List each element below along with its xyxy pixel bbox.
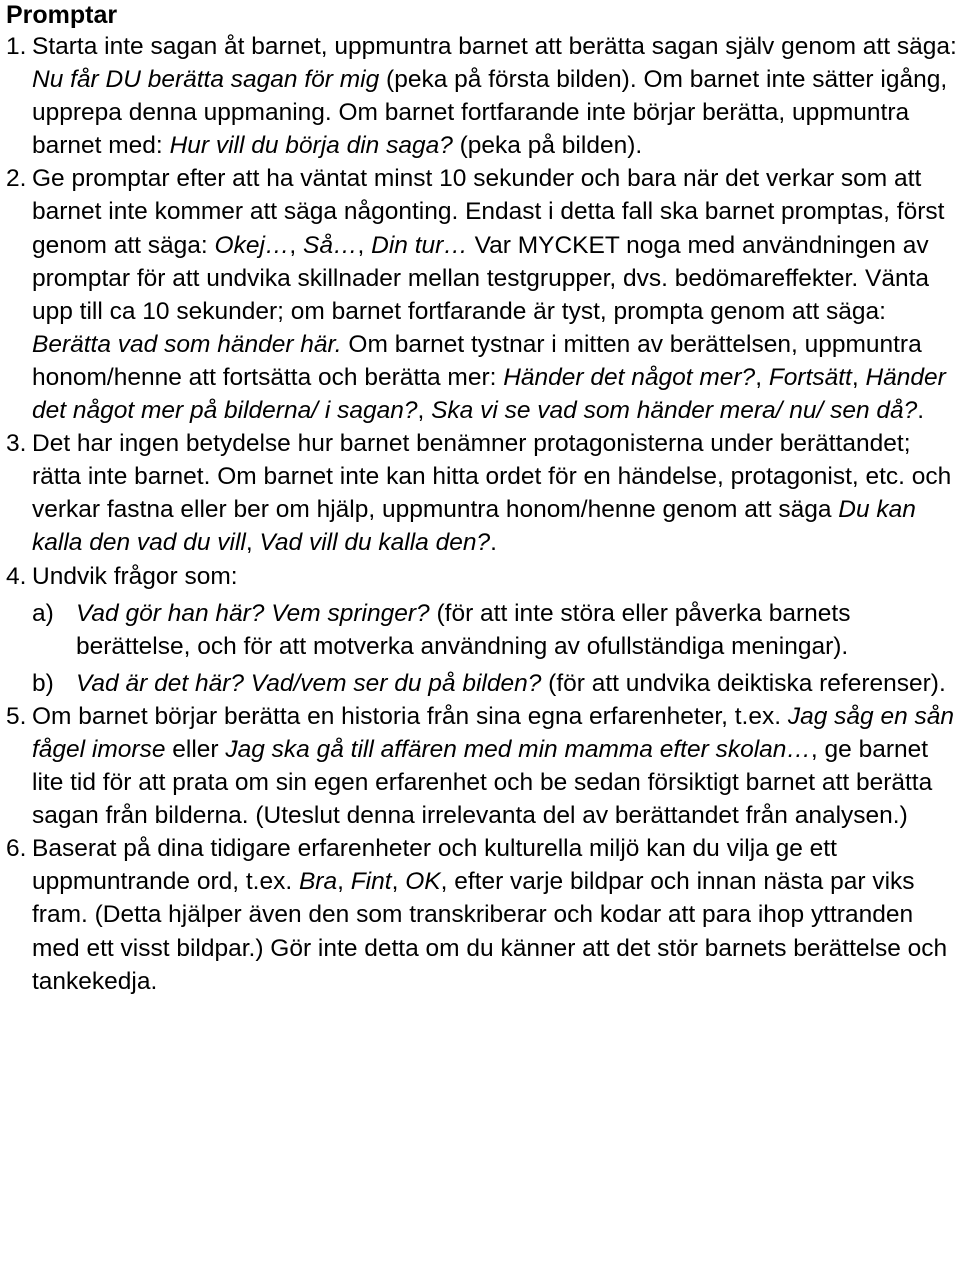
prompt-list	[6, 30, 960, 998]
quoted-prompt: Hur vill du börja din saga?	[169, 132, 453, 160]
text-run: , ge barnet lite tid för att prata om sin egen erfarenhet och be sedan försiktigt barnet att berätta sagan från bilderna. (Uteslut denna irrelevanta del av berättandet från analysen.)	[32, 735, 933, 830]
text-run: ,	[755, 363, 769, 391]
text-run: Om barnet tystnar i mitten av berättelsen, uppmuntra honom/henne att fortsätta och berätta mer:	[32, 330, 922, 391]
item-text	[32, 560, 960, 593]
sub-item	[6, 597, 960, 663]
list-item	[6, 162, 960, 427]
text-run: ,	[417, 397, 432, 425]
text-run: (peka på bilden).	[452, 132, 643, 160]
quoted-prompt: Din tur…	[371, 231, 468, 259]
quoted-prompt: Fortsätt	[768, 363, 852, 391]
text-run: Baserat på dina tidigare erfarenheter och kulturella miljö kan du vilja ge ett uppmuntrande ord, t.ex.	[32, 835, 837, 896]
item-text	[32, 832, 960, 997]
quoted-prompt: Vad gör han här?	[76, 599, 265, 627]
list-item	[6, 560, 960, 593]
item-number: 1.	[6, 33, 27, 60]
item-number: 3.	[6, 430, 27, 458]
item-number: 6.	[6, 835, 27, 863]
quoted-prompt: Jag såg en sån fågel imorse	[32, 702, 955, 763]
text-run: ,	[289, 231, 304, 259]
item-number: 5.	[6, 702, 27, 730]
text-run: ,	[245, 529, 260, 557]
text-run: ,	[851, 363, 866, 391]
quoted-prompt: Bra	[298, 868, 338, 896]
quoted-prompt: Fint	[350, 868, 392, 896]
quoted-prompt: Nu får DU berätta sagan för mig	[32, 66, 380, 94]
list-item	[6, 832, 960, 997]
sub-item-text	[76, 597, 960, 663]
quoted-prompt: Okej…	[214, 231, 290, 259]
list-item	[6, 700, 960, 832]
quoted-prompt: Vem springer?	[271, 599, 430, 627]
quoted-prompt: Vad/vem ser du på bilden?	[250, 669, 542, 697]
item-text	[32, 427, 960, 559]
sub-item-text	[76, 667, 960, 700]
sub-item	[6, 667, 960, 700]
item-text	[32, 30, 960, 162]
text-run: Ge promptar efter att ha väntat minst 10 sekunder och bara när det verkar som att barnet inte kommer att säga någonting. Endast i detta fall ska barnet promptas, först genom att säga:	[32, 165, 945, 259]
text-run: ,	[357, 231, 372, 259]
item-number: 4.	[6, 562, 27, 590]
quoted-prompt: Ska vi se vad som händer mera/ nu/ sen då?	[431, 397, 918, 425]
text-run: eller	[165, 735, 226, 763]
text-run: Undvik frågor som:	[32, 562, 238, 590]
section-title: Promptar	[6, 1, 118, 29]
text-run: Starta inte sagan åt barnet, uppmuntra barnet att berätta sagan själv genom att säga:	[32, 33, 957, 60]
item-text	[32, 162, 960, 427]
text-run: ,	[337, 868, 351, 896]
quoted-prompt: Vad är det här?	[76, 669, 244, 697]
text-run: Var MYCKET noga med användningen av promptar för att undvika skillnader mellan testgrupper, dvs. bedömareffekter. Vänta upp till ca 10 sekunder; om barnet fortfarande är tyst, prompta genom att säga:	[32, 231, 930, 325]
quoted-prompt: Händer det något mer på bilderna/ i sagan?	[32, 363, 946, 425]
text-run: (för att inte störa eller påverka barnets berättelse, och för att motverka användning av ofullständiga meningar).	[76, 599, 851, 660]
list-item	[6, 30, 960, 162]
text-run: Om barnet börjar berätta en historia från sina egna erfarenheter, t.ex.	[32, 702, 788, 730]
sub-item-label: a)	[32, 599, 54, 627]
list-item	[6, 427, 960, 559]
text-run: .	[490, 529, 497, 557]
text-run: .	[917, 397, 925, 425]
quoted-prompt: Berätta vad som händer här.	[32, 330, 342, 358]
sub-item-label: b)	[32, 669, 54, 697]
text-run: Det har ingen betydelse hur barnet benämner protagonisterna under berättandet; rätta inte barnet. Om barnet inte kan hitta ordet för en händelse, protagonist, etc. och verkar fastna eller ber om hjälp, uppmuntra honom/henne genom att säga	[32, 430, 952, 524]
text-run: ,	[391, 868, 406, 896]
quoted-prompt: Vad vill du kalla den?	[259, 529, 491, 557]
quoted-prompt: Jag ska gå till affären med min mamma efter skolan…	[225, 735, 811, 763]
quoted-prompt: Så…	[303, 231, 358, 259]
item-text	[32, 700, 960, 832]
text-run: (för att undvika deiktiska referenser).	[541, 669, 946, 697]
quoted-prompt: Du kan kalla den vad du vill	[32, 496, 916, 557]
text-run: , efter varje bildpar och innan nästa par viks fram. (Detta hjälper även den som transkriberar och kodar att para ihop yttranden med ett visst bildpar.) Gör inte detta om du känner att det stör barnets berättelse och tankekedja.	[32, 868, 948, 995]
text-run: (peka på första bilden). Om barnet inte sätter igång, upprepa denna uppmaning. Om barnet fortfarande inte börjar berätta, uppmuntra barnet med:	[32, 66, 948, 160]
text-run	[244, 670, 251, 697]
quoted-prompt: OK	[405, 868, 441, 896]
item-number: 2.	[6, 165, 27, 193]
quoted-prompt: Händer det något mer?	[503, 363, 756, 391]
